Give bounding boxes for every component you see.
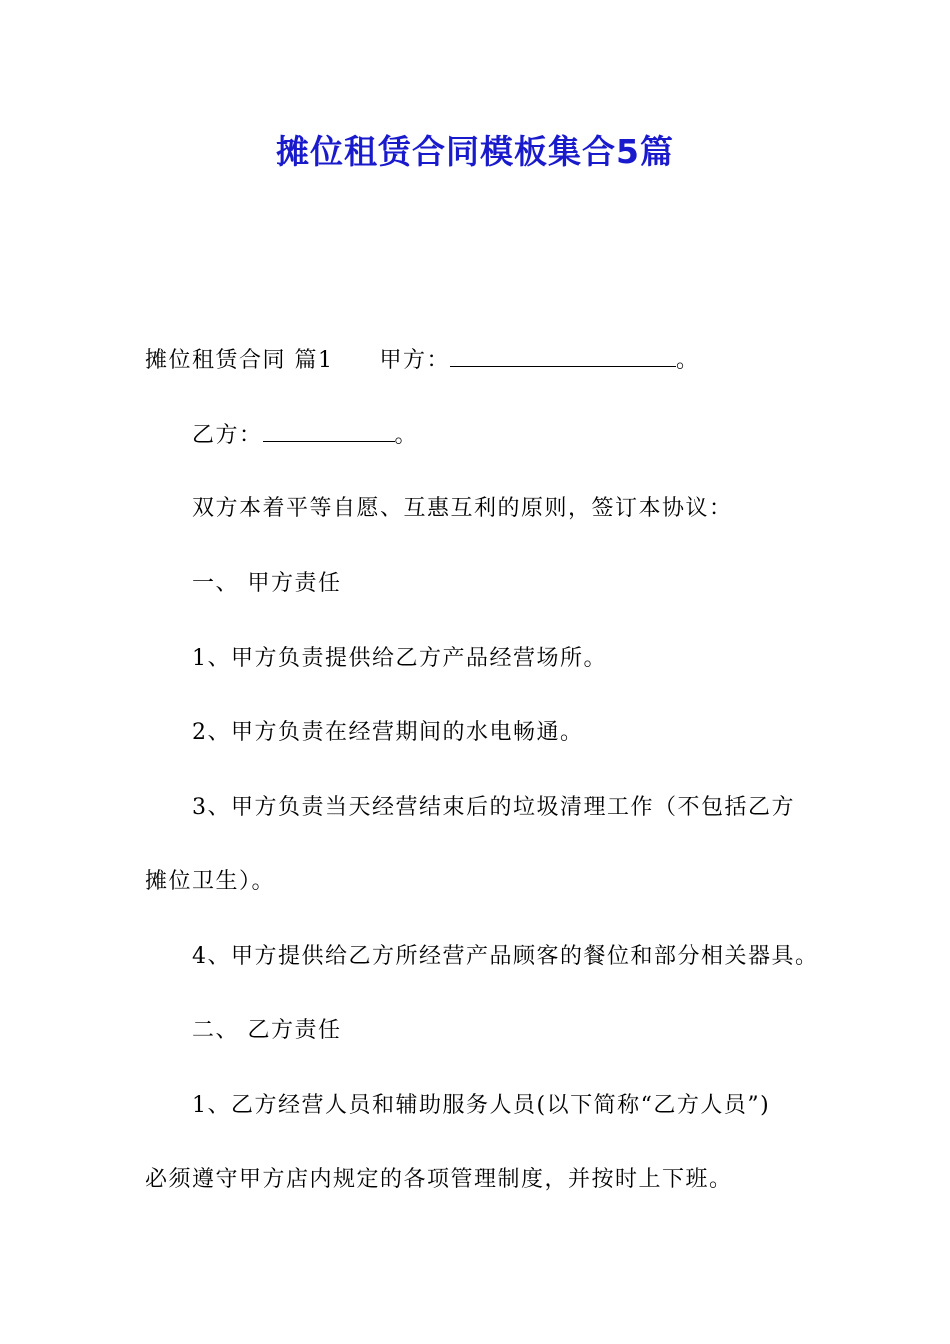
party-a-end: 。	[676, 348, 700, 373]
party-b-label: 乙方：	[192, 423, 263, 448]
party-a-line	[145, 344, 825, 377]
section2-item-1-line2: 必须遵守甲方店内规定的各项管理制度，并按时上下班。	[145, 1167, 733, 1192]
party-a-blank	[450, 344, 676, 367]
party-b-line	[192, 419, 872, 452]
party-b-end: 。	[394, 423, 419, 448]
section2-heading: 二、 乙方责任	[192, 1018, 342, 1043]
section1-heading: 一、 甲方责任	[192, 571, 342, 596]
section1-item-3-line2: 摊位卫生）。	[145, 869, 276, 894]
intro-paragraph: 双方本着平等自愿、互惠互利的原则，签订本协议：	[192, 496, 733, 521]
document-title: 摊位租赁合同模板集合5篇	[276, 132, 674, 171]
section1-item-1: 1、甲方负责提供给乙方产品经营场所。	[192, 646, 607, 671]
section1-item-4: 4、甲方提供给乙方所经营产品顾客的餐位和部分相关器具。	[192, 944, 819, 969]
section-heading: 摊位租赁合同 篇1	[145, 348, 334, 373]
party-b-blank	[263, 419, 395, 442]
party-a-label: 甲方：	[379, 348, 451, 373]
section1-item-3-line1: 3、甲方负责当天经营结束后的垃圾清理工作（不包括乙方	[192, 795, 795, 820]
section2-item-1-line1: 1、乙方经营人员和辅助服务人员(以下简称“乙方人员”)	[192, 1093, 771, 1118]
section1-item-2: 2、甲方负责在经营期间的水电畅通。	[192, 720, 584, 745]
